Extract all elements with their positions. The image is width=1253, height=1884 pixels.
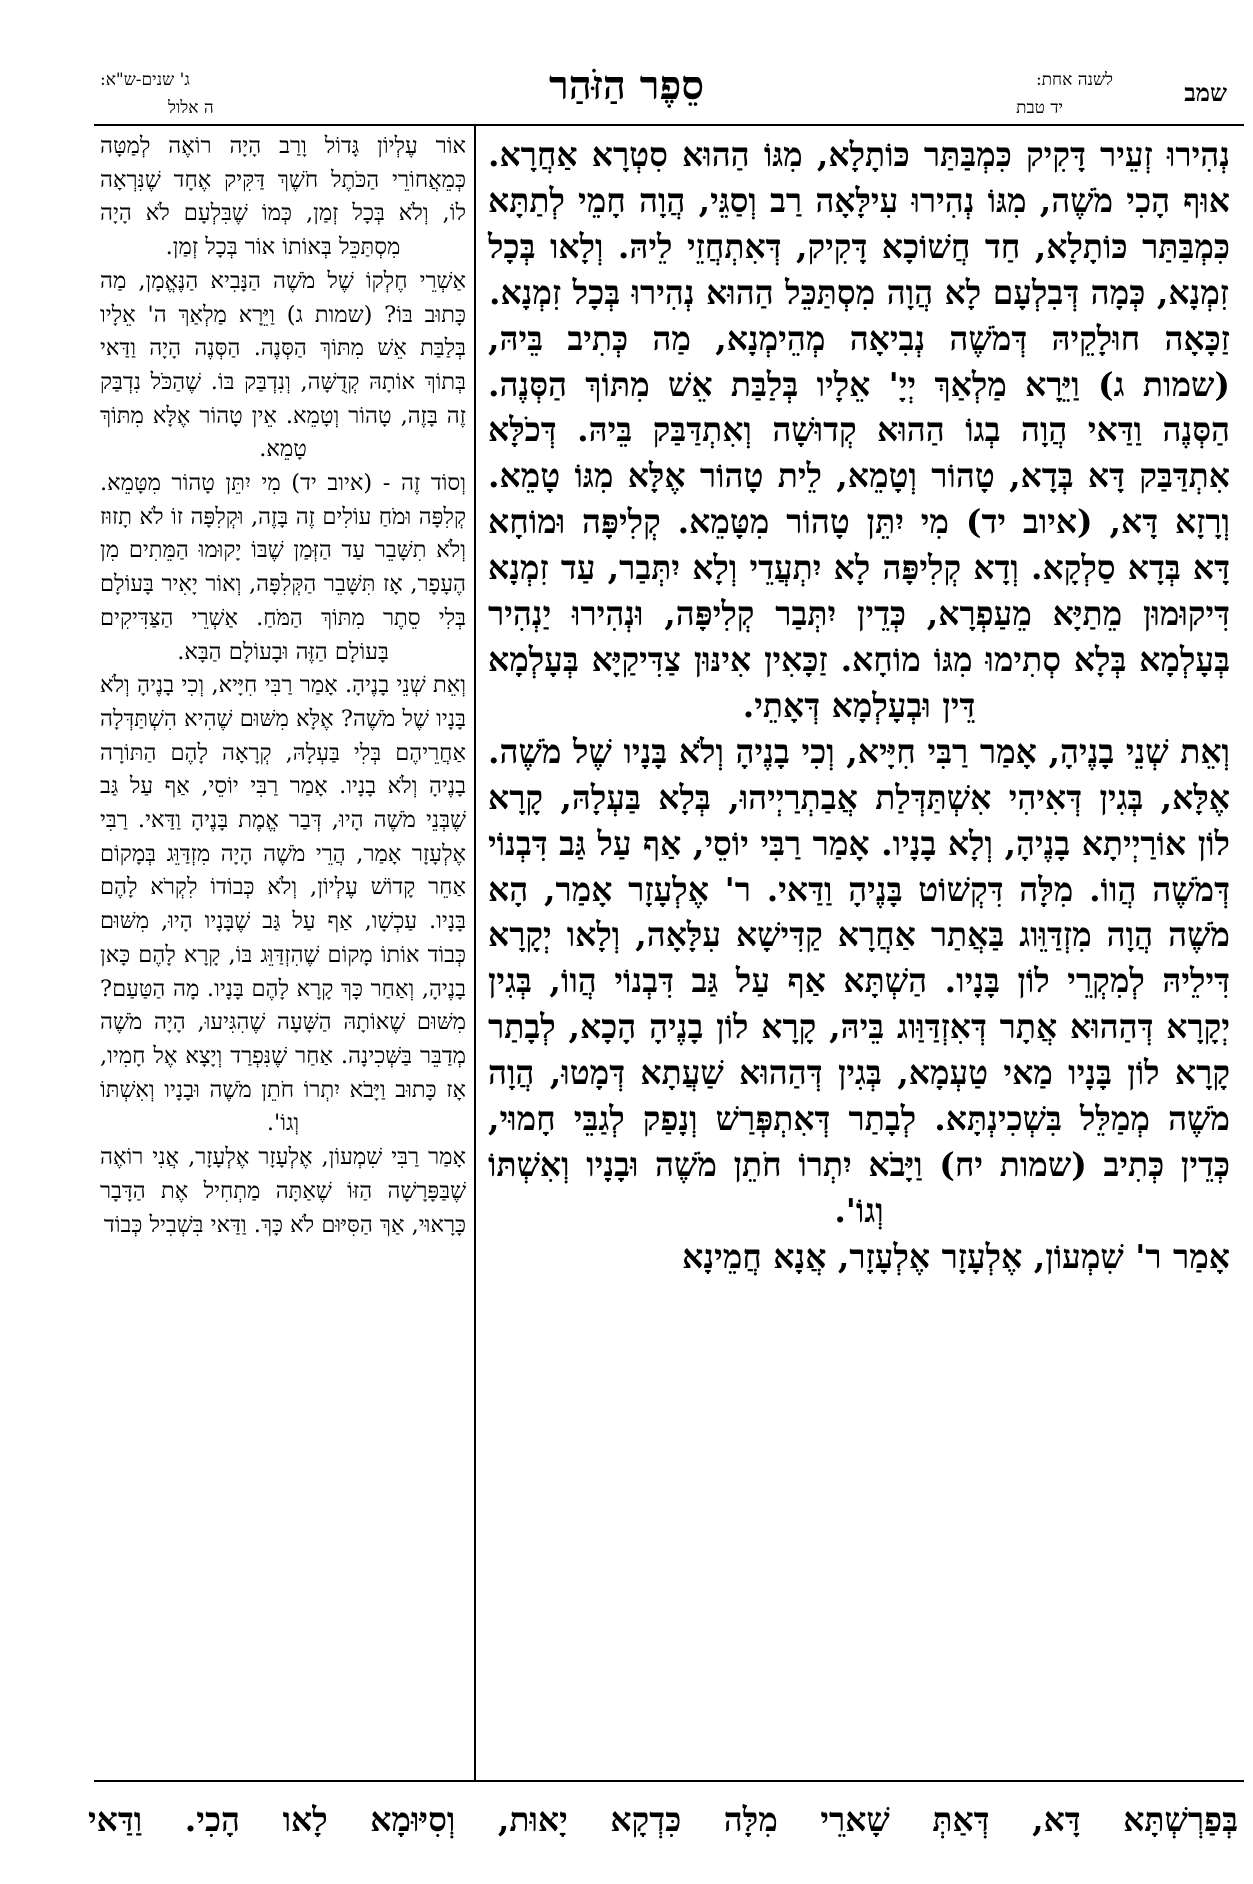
continuation-line: בְּפַרְשְׁתָּא דָּא, דְּאַתְּ שָׁארֵי מִלָּה כִּדְקָא יָאוּת, וְסִיּוּמָא לָאו הָכִי. וַדַּאי: [88, 1800, 1238, 1839]
page-number: שמב: [1184, 78, 1227, 107]
translation-paragraph: אַשְׁרֵי חֶלְקוֹ שֶׁל מֹשֶׁה הַנָּבִיא הַנֶּאֱמָן, מַה כָּתוּב בּוֹ? (שמות ג) וַיֵּרָא מַלְאַךְ ה' אֵלָיו בְּלַבַּת אֵשׁ מִתּוֹךְ הַסְּנֶה. הַסְּנֶה הָיָה וַדַּאי בְּתוֹךְ אוֹתָהּ קְדֻשָּׁה, וְנִדְבַּק בּוֹ. שֶׁהַכֹּל נִדְבַּק זֶה בָּזֶה, טָהוֹר וְטָמֵא. אֵין טָהוֹר אֶלָּא מִתּוֹךְ טָמֵא.: [100, 267, 466, 463]
main-paragraph: נְהִירוּ זְעֵיר דָּקִיק כִּמְבַּתַּר כּוֹתָלָא, מִגּוֹ הַהוּא סִטְרָא אַחֲרָא. אוּף הָכִי מֹשֶׁה, מִגּוֹ נְהִירוּ עִילָּאָה רַב וְסַגֵּי, הֲוָה חָמֵי לְתַתָּא כִּמְבַּתַּר כּוֹתָלָא, חַד חֲשׁוֹכָא דָּקִיק, דְּאִתְחֲזֵי לֵיהּ. וְלָאו בְּכָל זִמְנָא, כְּמָה דְּבִלְעָם לָא הֲוָה מִסְתַּכֵּל הַהוּא נְהִירוּ בְּכָל זִמְנָא.: [488, 135, 1230, 312]
aramaic-main-column: [488, 132, 1230, 1280]
three-year-cycle-label: ג' שנים-ש"א:: [100, 70, 190, 90]
one-year-cycle-date: יד טבת: [1016, 98, 1063, 118]
main-paragraph: אָמַר ר' שִׁמְעוֹן, אֶלְעָזָר אֶלְעָזָר, אֲנָא חֲמֵינָא: [682, 1236, 1230, 1276]
footer-divider: [94, 1780, 1244, 1782]
translation-paragraph: וְאֵת שְׁנֵי בָנֶיהָ. אָמַר רַבִּי חִיָּיא, וְכִי בָנֶיהָ וְלֹא בָּנָיו שֶׁל מֹשֶׁה? אֶלָּא מִשּׁוּם שֶׁהִיא הִשְׁתַּדְּלָה אַחֲרֵיהֶם בְּלִי בַּעְלָהּ, קְרָאָה לָהֶם הַתּוֹרָה בָנֶיהָ וְלֹא בָנָיו. אָמַר רַבִּי יוֹסֵי, אַף עַל גַּב שֶׁבְּנֵי מֹשֶׁה הָיוּ, דְּבַר אֱמֶת בָּנֶיהָ וַדַּאי. רַבִּי אֶלְעָזָר אָמַר, הֲרֵי מֹשֶׁה הָיָה מִזְדַּוֵּג בְּמָקוֹם אַחֵר קָדוֹשׁ עֶלְיוֹן, וְלֹא כְּבוֹדוֹ לִקְרֹא לָהֶם בָּנָיו. עַכְשָׁו, אַף עַל גַּב שֶׁבָּנָיו הָיוּ, מִשּׁוּם כְּבוֹד אוֹתוֹ מָקוֹם שֶׁהִזְדַּוֵּג בּוֹ, קָרָא לָהֶם כָּאן בָנֶיהָ, וְאַחַר כָּךְ קָרָא לָהֶם בָּנָיו. מָה הַטַּעַם? מִשּׁוּם שֶׁאוֹתָהּ הַשָּׁעָה שֶׁהִגִּיעוּ, הָיָה מֹשֶׁה מְדַבֵּר בַּשְּׁכִינָה. אַחַר שֶׁנִּפְרַד וְיָצָא אֶל חָמִיו, אָז כָּתוּב וַיָּבֹא יִתְרוֹ חֹתֵן מֹשֶׁה וּבָנָיו וְאִשְׁתּוֹ וְגוֹ'.: [100, 672, 466, 1137]
one-year-cycle-label: לשנה אחת:: [1035, 70, 1113, 90]
book-title: סֵפֶר הַזֹּהַר: [549, 62, 704, 109]
main-paragraph: זַכָּאָה חוּלָקֵיהּ דְּמֹשֶׁה נְבִיאָה מְהֵימְנָא, מַה כְּתִיב בֵּיהּ, (שמות ג) וַיֵּרָא מַלְאַךְ יְיָ' אֵלָיו בְּלַבַּת אֵשׁ מִתּוֹךְ הַסְּנֶה. הַסְּנֶה וַדַּאי הֲוָה בְגוֹ הַהוּא קְדוּשָׁה וְאִתְדַּבַּק בֵּיהּ. דְּכֹלָּא אִתְדַּבַּק דָּא בְּדָא, טָהוֹר וְטָמֵא, לֵית טָהוֹר אֶלָּא מִגּוֹ טָמֵא. וְרָזָא דָּא, (איוב יד) מִי יִתֵּן טָהוֹר מִטָּמֵא. קְלִיפָּה וּמוֹחָא דָּא בְּדָא סַלְקָא. וְדָא קְלִיפָּה לָא יִתְעֲדֵי וְלָא יִתְּבַר, עַד זִמְנָא דִּיקוּמוּן מֵתַיָּא מֵעַפְרָא, כְּדֵין יִתְּבַר קְלִיפָּה, וּנְהִירוּ יַנְהִיר בְּעָלְמָא בְּלָא סְתִימוּ מִגּוֹ מוֹחָא. זַכָּאִין אִינּוּן צַדִּיקַיָּא בְּעָלְמָא דֵּין וּבְעָלְמָא דְּאָתֵי.: [488, 318, 1230, 725]
header-divider: [94, 124, 1244, 126]
three-year-cycle-date: ה אלול: [168, 98, 214, 118]
hebrew-translation-column: [100, 130, 466, 1242]
column-divider: [474, 124, 476, 1780]
main-paragraph: וְאֵת שְׁנֵי בָנֶיהָ, אָמַר רַבִּי חִיָּיא, וְכִי בָנֶיהָ וְלֹא בָּנָיו שֶׁל מֹשֶׁה. אֶלָּא, בְּגִין דְּאִיהִי אִשְׁתַּדְּלַת אֲבַתְרַיְיהוּ, בְּלָא בַּעְלָהּ, קָרָא לוֹן אוֹרַיְיתָא בָנֶיהָ, וְלָא בָנָיו. אָמַר רַבִּי יוֹסֵי, אַף עַל גַּב דִּבְנוֹי דְּמֹשֶׁה הֲווֹ. מִלָּה דִּקְשׁוֹט בָּנֶיהָ וַדַּאי. ר' אֶלְעָזָר אָמַר, הָא מֹשֶׁה הֲוָה מִזְדַּוֵּוג בַּאֲתַר אַחֲרָא קַדִּישָׁא עִלָּאָה, וְלָאו יְקָרָא דִּילֵיהּ לְמִקְרֵי לוֹן בָּנָיו. הַשְׁתָּא אַף עַל גַּב דִּבְנוֹי הֲווֹ, בְּגִין יְקָרָא דְּהַהוּא אֲתָר דְּאִזְדַּוַּוג בֵּיהּ, קָרָא לוֹן בָנֶיהָ הָכָא, לְבָתַר קָרָא לוֹן בָּנָיו מַאי טַעְמָא, בְּגִין דְּהַהוּא שַׁעֲתָא דְּמָטוּ, הֲוָה מֹשֶׁה מְמַלֵּל בִּשְׁכִינְתָּא. לְבָתַר דְּאִתְפְּרַשׁ וְנָפַק לְגַבֵּי חָמוּי, כְּדֵין כְּתִיב (שמות יח) וַיָּבֹא יִתְרוֹ חֹתֵן מֹשֶׁה וּבָנָיו וְאִשְׁתּוֹ וְגוֹ'.: [488, 731, 1231, 1230]
translation-paragraph: אוֹר עֶלְיוֹן גָּדוֹל וָרַב הָיָה רוֹאֶה לְמַטָּה כְּמֵאֲחוֹרֵי הַכֹּתֶל חֹשֶׁךְ דַּקִּיק אֶחָד שֶׁנִּרְאָה לוֹ, וְלֹא בְּכָל זְמַן, כְּמוֹ שֶׁבִּלְעָם לֹא הָיָה מִסְתַּכֵּל בְּאוֹתוֹ אוֹר בְּכָל זְמַן.: [100, 133, 466, 261]
translation-paragraph: וְסוֹד זֶה - (איוב יד) מִי יִתֵּן טָהוֹר מִטָּמֵא. קְלִפָּה וּמֹחַ עוֹלִים זֶה בָּזֶה, וּקְלִפָּה זוֹ לֹא תָזוּז וְלֹא תִשָּׁבֵר עַד הַזְּמַן שֶׁבּוֹ יָקוּמוּ הַמֵּתִים מִן הֶעָפָר, אָז תִּשָּׁבֵר הַקְּלִפָּה, וְאוֹר יָאִיר בָּעוֹלָם בְּלִי סֵתֶר מִתּוֹךְ הַמֹּחַ. אַשְׁרֵי הַצַּדִּיקִים בָּעוֹלָם הַזֶּה וּבָעוֹלָם הַבָּא.: [100, 470, 466, 665]
translation-paragraph: אָמַר רַבִּי שִׁמְעוֹן, אֶלְעָזָר אֶלְעָזָר, אֲנִי רוֹאֶה שֶׁבַּפָּרָשָׁה הַזּוֹ שֶׁאַתָּה מַתְחִיל אֶת הַדָּבָר כָּרָאוּי, אַךְ הַסִּיּוּם לֹא כָּךְ. וַדַּאי בִּשְׁבִיל כְּבוֹד: [100, 1144, 466, 1238]
